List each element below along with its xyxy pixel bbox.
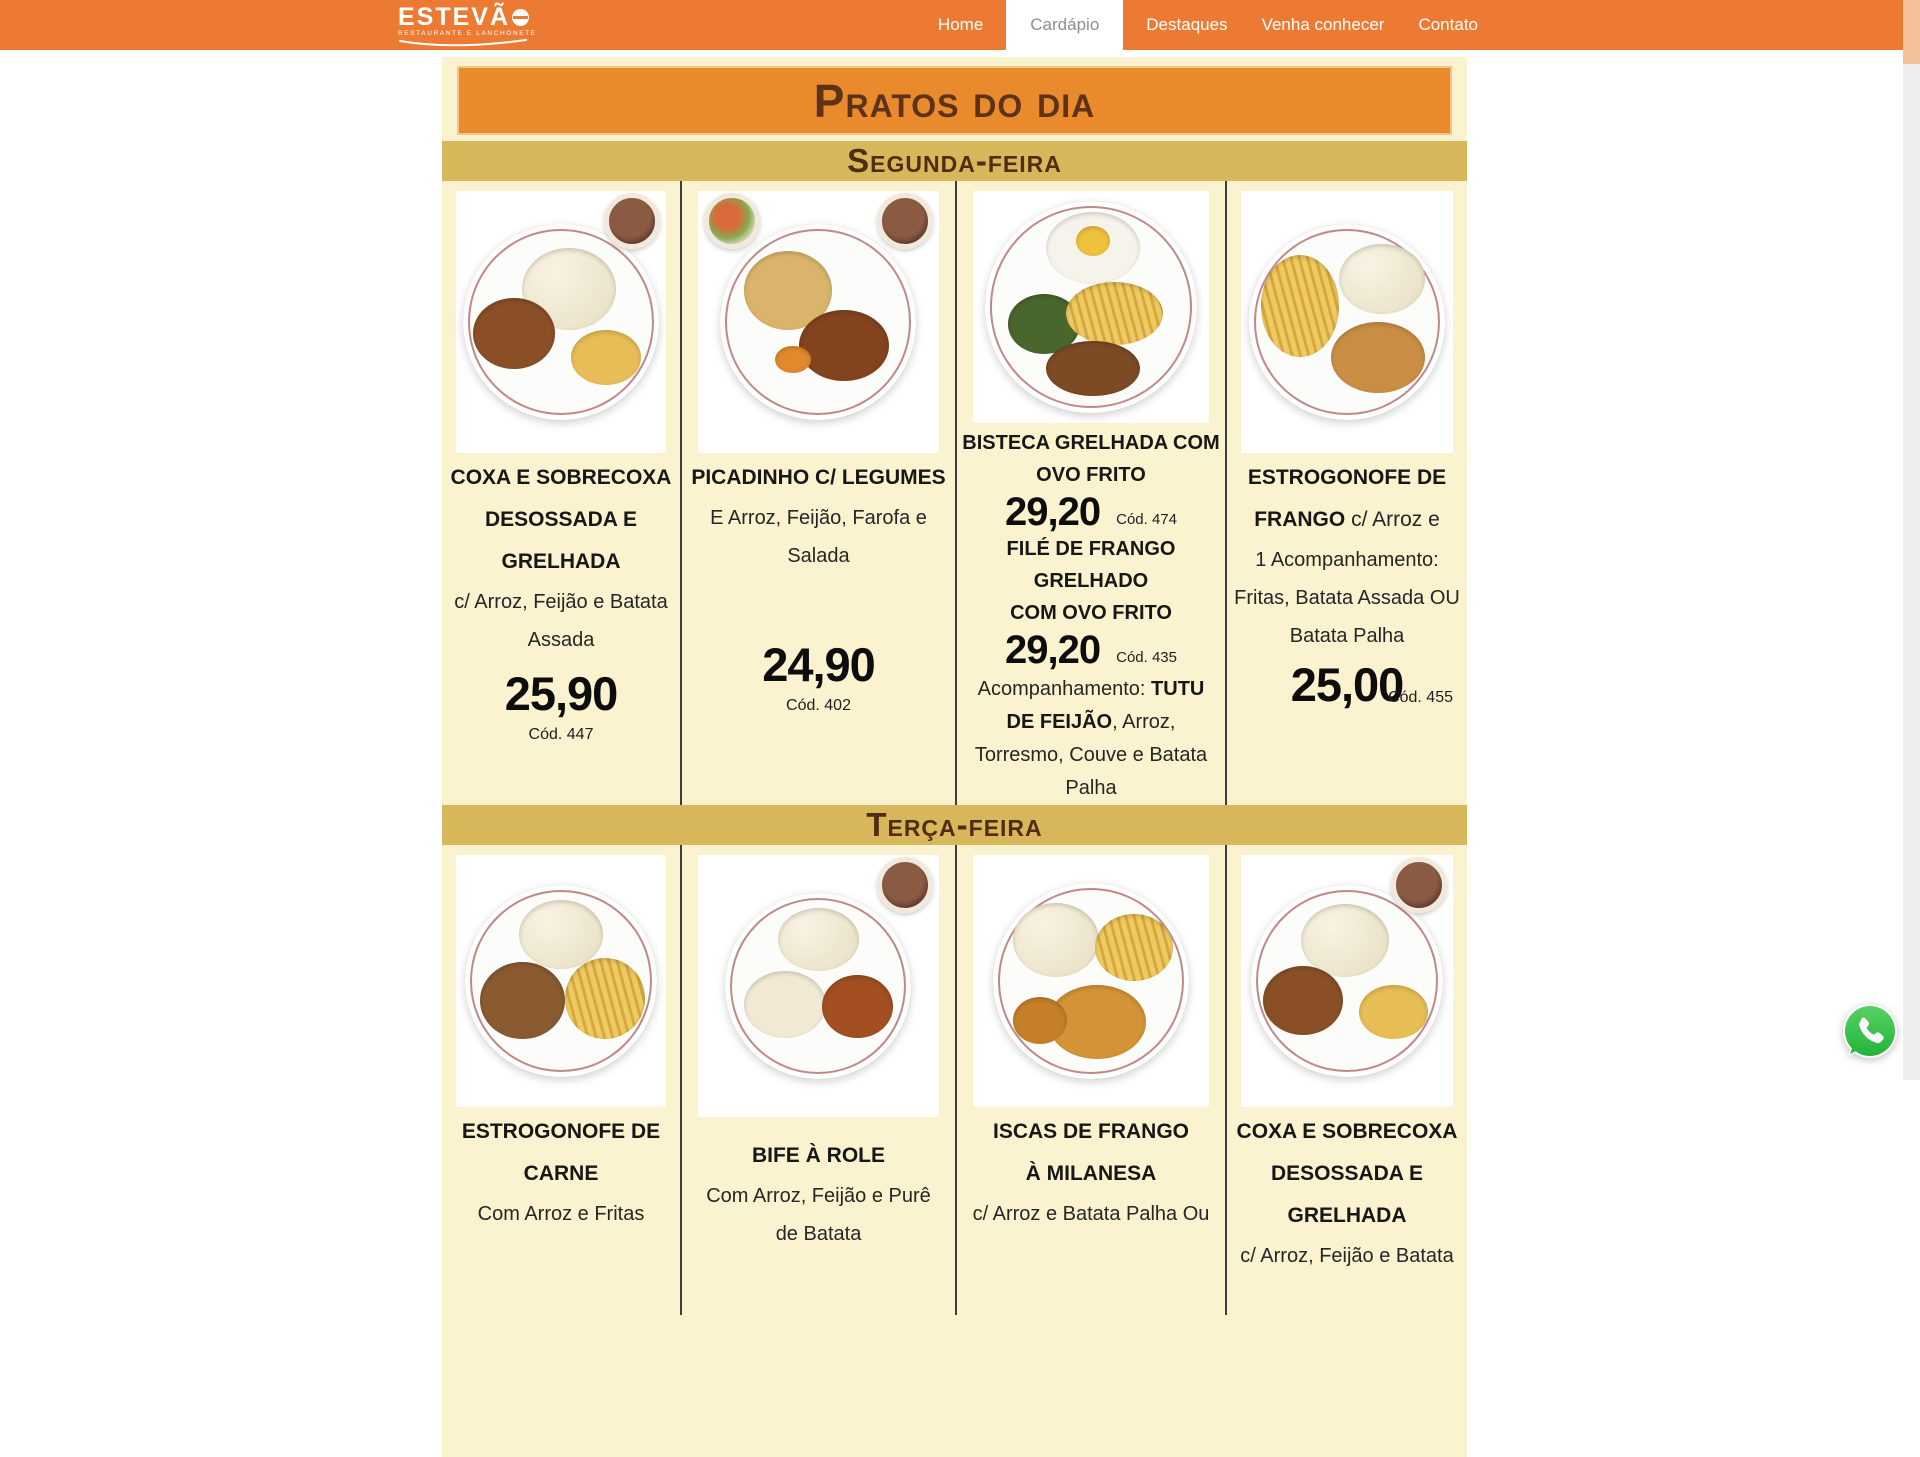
dish-price: 24,90 (762, 638, 875, 691)
food-illustration (1066, 282, 1164, 346)
day-band-terca: Terça-feira (442, 805, 1467, 845)
dish-code: Cód. 447 (528, 725, 594, 743)
dish-description: 1 Acompanhamento: Fritas, Batata Assada OU Batata Palha (1234, 549, 1460, 647)
food-illustration (519, 900, 603, 969)
dish-photo (698, 855, 938, 1117)
dish-photo (1241, 855, 1452, 1107)
sauce-bowl-illustration (1391, 857, 1447, 913)
dish-title: ESTROGONOFE DE FRANGO c/ Arroz e (1247, 466, 1447, 531)
dish-photo (456, 191, 665, 453)
plate-illustration (725, 893, 911, 1079)
dish-code: Cód. 402 (786, 696, 851, 714)
plate-illustration (720, 224, 916, 420)
salad-bowl-illustration (704, 193, 760, 249)
plate-illustration (465, 885, 657, 1077)
food-illustration (565, 958, 646, 1039)
day-band-segunda: Segunda-feira (442, 141, 1467, 181)
food-illustration (1339, 244, 1425, 315)
dish-title: FILÉ DE FRANGO GRELHADO COM OVO FRITO (1006, 538, 1176, 624)
menu-item-bife-a-role (680, 845, 955, 1315)
brand-logo[interactable] (398, 4, 558, 48)
nav-item-venha-conhecer[interactable]: Venha conhecer (1261, 15, 1385, 34)
dish-title: BIFE À ROLE (751, 1144, 885, 1167)
food-illustration (775, 346, 810, 373)
menu-title-banner: Pratos do dia (457, 66, 1452, 135)
nav-item-home[interactable]: Home (937, 15, 984, 34)
nav-menu (921, 0, 1495, 50)
dish-title: COXA E SOBRECOXA DESOSSADA E GRELHADA (1236, 1120, 1458, 1227)
food-illustration (571, 330, 642, 385)
whatsapp-button[interactable] (1838, 1000, 1902, 1064)
dish-code: Cód. 474 (1116, 511, 1177, 528)
food-illustration (1013, 903, 1099, 977)
plate-illustration (1251, 885, 1443, 1077)
menu-item-picadinho (680, 181, 955, 805)
dish-code: Cód. 455 (1388, 688, 1453, 706)
food-illustration (799, 310, 889, 381)
food-illustration (480, 962, 564, 1039)
dish-price: 29,20 (1005, 490, 1101, 534)
brand-tagline: RESTAURANTE E LANCHONETE (398, 30, 537, 37)
dish-photo (973, 855, 1209, 1107)
menu-item-bisteca-file (955, 181, 1225, 805)
nav-item-contato[interactable]: Contato (1418, 15, 1478, 34)
plate-illustration (1249, 224, 1445, 420)
dish-description: Com Arroz, Feijão e Purê de Batata (706, 1185, 931, 1245)
dish-description: c/ Arroz, Feijão e Batata Assada (454, 591, 668, 651)
dish-title: COXA E SOBRECOXA DESOSSADA E GRELHADA (450, 466, 672, 573)
dish-title: ISCAS DE FRANGO À MILANESA (992, 1120, 1189, 1185)
dish-price: 25,00 (1290, 658, 1404, 711)
dish-price: 25,90 (504, 667, 618, 720)
food-illustration (1095, 914, 1173, 981)
menu-image (442, 57, 1467, 1457)
menu-item-coxa-sobrecoxa-terca (1225, 845, 1467, 1315)
menu-item-estrogonofe-frango (1225, 181, 1467, 805)
dish-price-row (1227, 659, 1467, 711)
food-illustration (822, 975, 893, 1038)
dish-code: Cód. 435 (1116, 649, 1177, 666)
dish-description: c/ Arroz, Feijão e Batata (1240, 1245, 1454, 1267)
menu-item-iscas-de-frango (955, 845, 1225, 1315)
dish-title: BISTECA GRELHADA COM OVO FRITO (962, 432, 1220, 486)
plate-illustration (463, 224, 659, 420)
dish-description: Com Arroz e Fritas (477, 1203, 645, 1225)
dish-description: E Arroz, Feijão, Farofa e Salada (710, 507, 927, 567)
dish-price: 29,20 (1005, 628, 1101, 672)
brand-name: ESTEVÃ (398, 3, 511, 31)
sauce-bowl-illustration (877, 857, 933, 913)
dish-price-row (1005, 491, 1177, 533)
food-illustration (1046, 341, 1139, 396)
food-illustration (1013, 997, 1068, 1044)
dish-photo (1241, 191, 1452, 453)
dish-description: Acompanhamento: TUTU DE FEIJÃO, Arroz, Torresmo, Couve e Batata Palha (974, 678, 1208, 799)
food-illustration (1261, 255, 1339, 357)
nav-item-destaques[interactable]: Destaques (1146, 15, 1228, 34)
food-illustration (1331, 322, 1425, 393)
food-illustration (473, 298, 555, 369)
food-illustration (1076, 226, 1110, 256)
tuesday-items-row (442, 845, 1467, 1315)
sauce-bowl-illustration (877, 193, 933, 249)
food-illustration (1359, 985, 1428, 1039)
food-illustration (744, 971, 826, 1038)
dish-title: PICADINHO C/ LEGUMES (691, 466, 946, 489)
brand-swash-icon (398, 38, 528, 48)
dish-title: ESTROGONOFE DE CARNE (461, 1120, 661, 1185)
food-illustration (1263, 966, 1344, 1035)
dish-photo (698, 191, 938, 453)
plate-illustration (993, 883, 1189, 1079)
monday-items-row (442, 181, 1467, 805)
plate-illustration (985, 201, 1197, 413)
dish-description: c/ Arroz e Batata Palha Ou (972, 1203, 1210, 1225)
top-navbar (0, 0, 1903, 50)
sauce-bowl-illustration (604, 193, 660, 249)
dish-photo (973, 191, 1209, 423)
scrollbar-thumb[interactable] (1903, 0, 1920, 64)
food-illustration (778, 908, 860, 971)
dish-photo (456, 855, 665, 1107)
dish-price-row (1005, 629, 1177, 671)
scrollbar[interactable] (1903, 0, 1920, 1080)
menu-item-coxa-sobrecoxa (442, 181, 680, 805)
brand-plate-icon (512, 9, 529, 26)
whatsapp-icon (1838, 1000, 1902, 1064)
food-illustration (1301, 904, 1389, 977)
nav-item-cardapio[interactable]: Cardápio (1006, 0, 1123, 50)
menu-item-estrogonofe-carne (442, 845, 680, 1315)
